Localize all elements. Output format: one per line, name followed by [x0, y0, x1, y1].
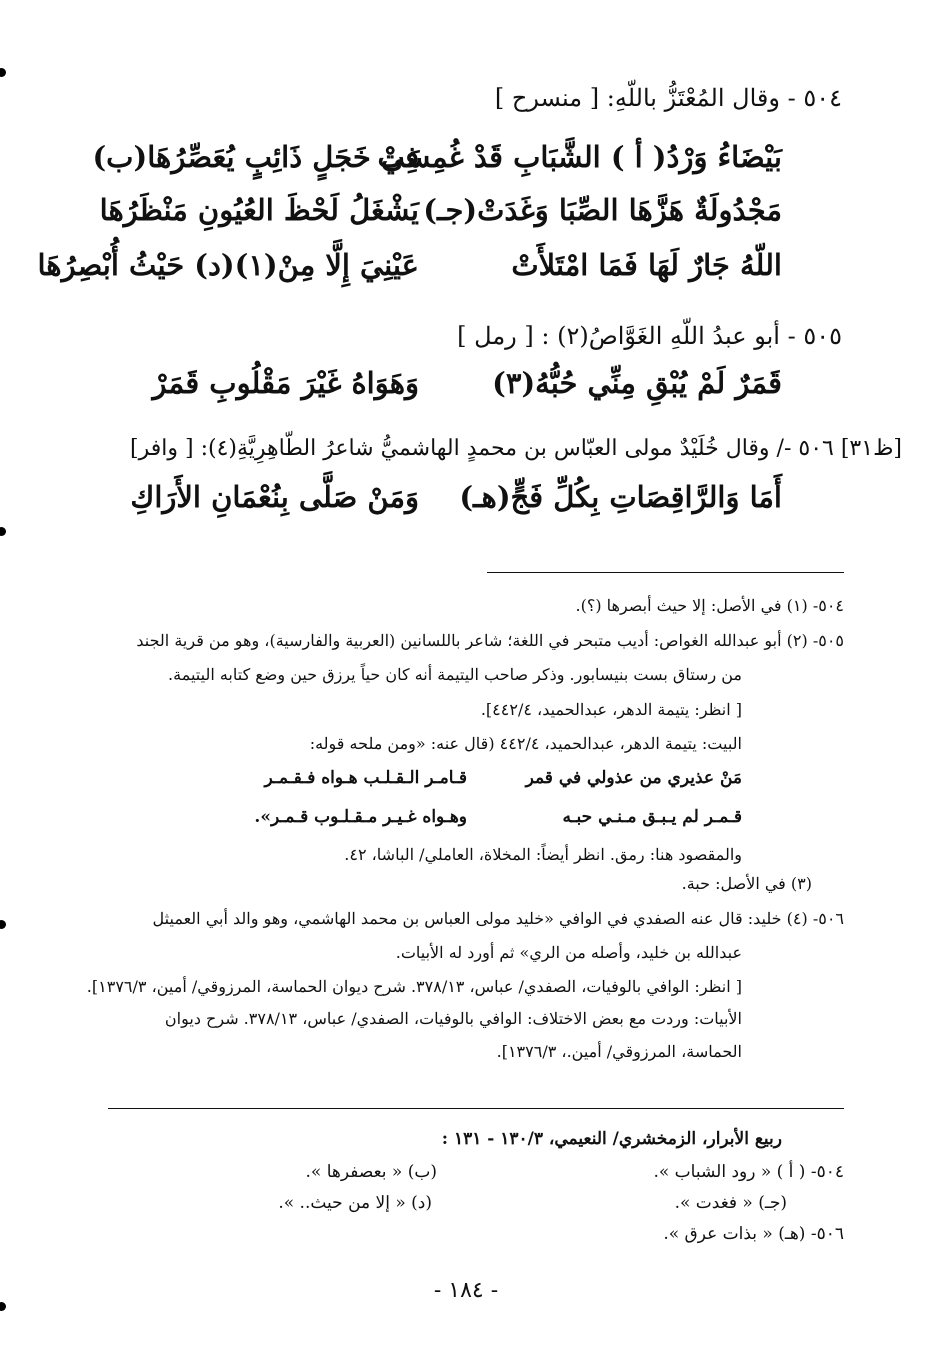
verse-506-1-right: أَمَا وَالرَّاقِصَاتِ بِكُلِّ فَجٍّ(هـ): [459, 480, 782, 514]
edge-mark: [0, 920, 6, 929]
apparatus-a: ٥٠٤- ( أ ) « رود الشباب ».: [653, 1162, 844, 1182]
verse-506-1-left: وَمَنْ صَلَّى بِنُعْمَانِ الأَرَاكِ: [130, 480, 419, 514]
footnote-3: (٣) في الأصل: حبة.: [681, 874, 812, 893]
apparatus-separator: [108, 1108, 844, 1109]
footnote-4-line-5: الحماسة، المرزوقي/ أمين.، ١٣٧٦/٣].: [496, 1042, 742, 1061]
footnote-2-verse-2-right: قـمـر لم يـبـق مـنـي حبـه: [562, 807, 742, 827]
footnote-2-line-5: والمقصود هنا: رمق. انظر أيضاً: المخلاة، العاملي/ الباشا، ٤٢.: [344, 845, 742, 864]
page-number: - ١٨٤ -: [433, 1278, 499, 1303]
poem-504-header: ٥٠٤ - وقال المُعْتَزُّ باللّهِ: [ منسرح ]: [494, 84, 842, 112]
apparatus-e: ٥٠٦- (هـ) « بذات عرق ».: [663, 1224, 844, 1244]
verse-504-1-left: فِي خَجَلٍ ذَائِبٍ يُعَصِّرُهَا(ب): [92, 140, 419, 174]
verse-505-1-right: قَمَرٌ لَمْ يُبْقِ مِنِّي حُبُّهُ(٣): [492, 366, 782, 400]
footnote-2-line-3: [ انظر: يتيمة الدهر، عبدالحميد، ٤٤٢/٤].: [480, 700, 742, 719]
apparatus-b: (ب) « بعصفرها ».: [305, 1162, 437, 1182]
edge-mark: [0, 527, 6, 536]
footnote-2-line-1: ٥٠٥- (٢) أبو عبدالله الغواص: أديب متبحر في اللغة؛ شاعر باللسانين (العربية والفارسية)، وهو من قرية الجند: [136, 631, 844, 650]
verse-504-3-right: اللّهُ جَارٌ لَهَا فَمَا امْتَلأَتْ: [511, 248, 782, 282]
apparatus-source: ربيع الأبرار، الزمخشري/ النعيمي، ١٣٠/٣ - ١٣١ :: [441, 1129, 782, 1149]
apparatus-c: (جـ) « فغدت ».: [674, 1193, 787, 1213]
footnote-4-line-3: [ انظر: الوافي بالوفيات، الصفدي/ عباس، ٣٧٨/١٣. شرح ديوان الحماسة، المرزوقي/ أمين، ١٣٧٦/٣].: [86, 977, 742, 996]
footnote-separator: [487, 572, 844, 573]
verse-504-2-right: مَجْدُولَةٌ هَزَّهَا الصِّبَا وَغَدَتْ(جـ): [423, 193, 782, 227]
footnote-4-line-4: الأبيات: وردت مع بعض الاختلاف: الوافي بالوفيات، الصفدي/ عباس، ٣٧٨/١٣. شرح ديوان: [164, 1009, 742, 1028]
apparatus-d: (د) « إلا من حيث.. ».: [278, 1193, 432, 1213]
footnote-4-line-2: عبدالله بن خليد، وأصله من الري» ثم أورد له الأبيات.: [395, 943, 742, 962]
verse-504-1-right: بَيْضَاءُ وَرْدُ( أ ) الشَّبَابِ قَدْ غُمِسَتْ: [377, 140, 782, 174]
verse-504-2-left: يَشْغَلُ لَحْظَ العُيُونِ مَنْظَرُهَا: [99, 193, 419, 227]
verse-505-1-left: وَهَوَاهُ غَيْرَ مَقْلُوبِ قَمَرْ: [152, 366, 419, 400]
edge-mark: [0, 68, 6, 77]
footnote-1: ٥٠٤- (١) في الأصل: إلا حيث أبصرها (؟).: [575, 596, 844, 615]
footnote-2-line-2: من رستاق بست بنيسابور. وذكر صاحب اليتيمة أنه كان حياً يرزق حين وضع كتابه اليتيمة.: [168, 665, 742, 684]
footnote-2-verse-2-left: وهـواه غـيـر مـقـلـوب قـمـر».: [254, 807, 467, 827]
footnote-2-verse-1-right: مَنْ عذيري من عذولي في قمر: [525, 768, 742, 788]
footnote-2-line-4: البيت: يتيمة الدهر، عبدالحميد، ٤٤٢/٤ (قال عنه: «ومن ملحه قوله:: [309, 734, 742, 753]
poem-506-header: [ظ٣١] ٥٠٦ -/ وقال خُلَيْدٌ مولى العبّاس بن محمدٍ الهاشميُّ شاعرُ الطّاهِرِيَّةِ(٤): [ وافر]: [130, 436, 902, 461]
poem-505-header: ٥٠٥ - أبو عبدُ اللّهِ الغَوَّاصُ(٢) : [ رمل ]: [457, 322, 842, 350]
edge-mark: [0, 1302, 6, 1311]
footnote-2-verse-1-left: قـامـر الـقـلـب هـواه فـقـمـر: [264, 768, 467, 788]
verse-504-3-left: عَيْنِيَ إِلَّا مِنْ(١)(د) حَيْثُ أُبْصِرُهَا: [37, 248, 419, 282]
footnote-4-line-1: ٥٠٦- (٤) خليد: قال عنه الصفدي في الوافي «خليد مولى العباس بن محمد الهاشمي، وهو والد أبي العميثل: [152, 909, 844, 928]
